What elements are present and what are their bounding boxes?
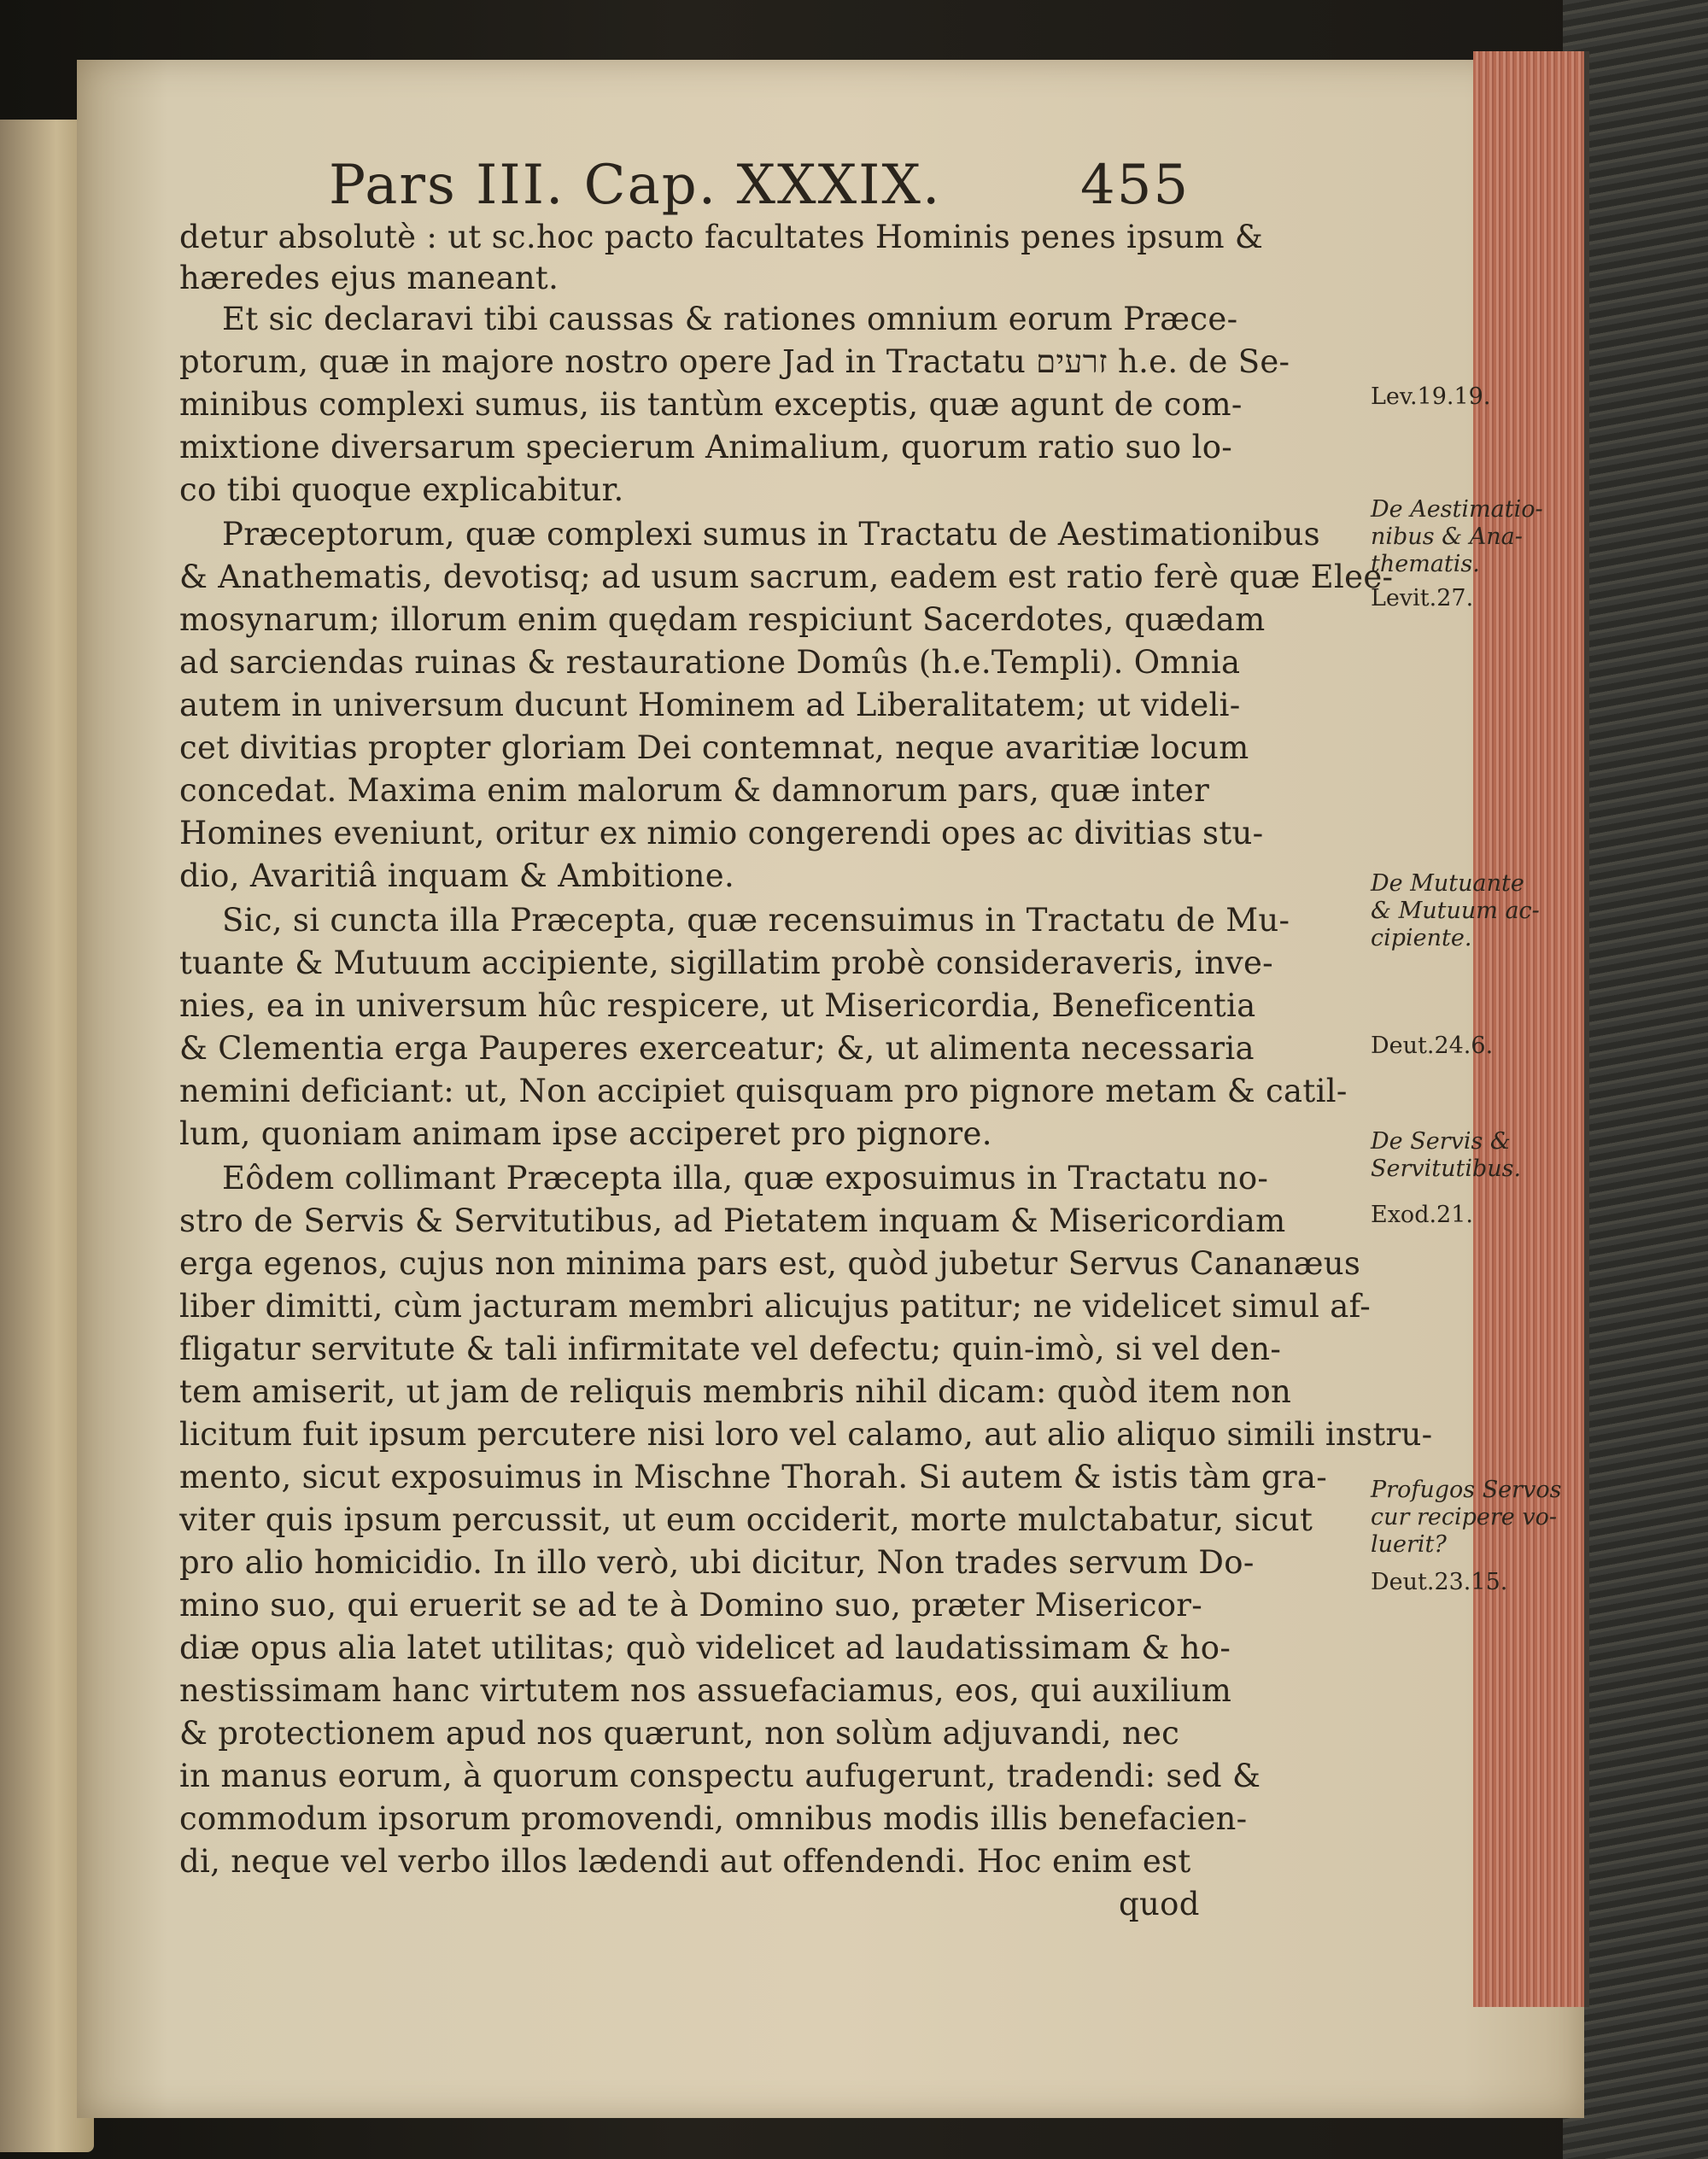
text-line: pro alio homicidio. In illo verò, ubi dicitur, Non trades servum Do- xyxy=(179,1544,1255,1581)
text-line: cet divitias propter gloriam Dei contemnat, neque avaritiæ locum xyxy=(179,729,1249,766)
text-line: licitum fuit ipsum percutere nisi loro vel calamo, aut alio aliquo simili instru- xyxy=(179,1416,1433,1453)
margin-note: Servitutibus. xyxy=(1371,1156,1522,1182)
text-line: tuante & Mutuum accipiente, sigillatim probè consideraveris, inve- xyxy=(179,945,1273,981)
margin-note: De Mutuante xyxy=(1371,870,1524,897)
text-line: erga egenos, cujus non minima pars est, quòd jubetur Servus Cananæus xyxy=(179,1245,1361,1282)
text-line: Eôdem collimant Præcepta illa, quæ exposuimus in Tractatu no- xyxy=(222,1160,1269,1197)
margin-note: & Mutuum ac- xyxy=(1371,898,1540,924)
margin-note: De Servis & xyxy=(1371,1128,1511,1155)
text-line: nemini deficiant: ut, Non accipiet quisquam pro pignore metam & catil- xyxy=(179,1073,1348,1109)
text-line: Sic, si cuncta illa Præcepta, quæ recensuimus in Tractatu de Mu- xyxy=(222,902,1290,939)
margin-note: Lev.19.19. xyxy=(1371,383,1491,410)
catchword: quod xyxy=(1119,1886,1200,1922)
text-line: & Clementia erga Pauperes exerceatur; &, ut alimenta necessaria xyxy=(179,1030,1255,1067)
margin-note: cipiente. xyxy=(1371,925,1472,951)
text-line: Et sic declaravi tibi caussas & rationes omnium eorum Præce- xyxy=(222,301,1238,337)
text-line: di, neque vel verbo illos lædendi aut offendendi. Hoc enim est xyxy=(179,1843,1191,1880)
text-line: & protectionem apud nos quærunt, non solùm adjuvandi, nec xyxy=(179,1715,1180,1752)
text-line: co tibi quoque explicabitur. xyxy=(179,471,624,508)
text-line: lum, quoniam animam ipse acciperet pro pignore. xyxy=(179,1115,992,1152)
page-number: 455 xyxy=(1080,154,1190,217)
margin-note: De Aestimatio- xyxy=(1371,496,1543,523)
text-line: hæredes ejus maneant. xyxy=(179,260,559,296)
text-line: mento, sicut exposuimus in Mischne Thorah. Si autem & istis tàm gra- xyxy=(179,1459,1328,1495)
margin-note: Deut.24.6. xyxy=(1371,1033,1494,1059)
text-line: ptorum, quæ in majore nostro opere Jad in Tractatu זרעים h.e. de Se- xyxy=(179,343,1290,380)
text-line: commodum ipsorum promovendi, omnibus modis illis benefacien- xyxy=(179,1800,1248,1837)
text-line: & Anathematis, devotisq; ad usum sacrum, eadem est ratio ferè quæ Elee- xyxy=(179,559,1394,595)
text-line: nies, ea in universum hûc respicere, ut Misericordia, Beneficentia xyxy=(179,987,1256,1024)
text-line: tem amiserit, ut jam de reliquis membris nihil dicam: quòd item non xyxy=(179,1373,1292,1410)
text-line: viter quis ipsum percussit, ut eum occiderit, morte mulctabatur, sicut xyxy=(179,1501,1313,1538)
text-line: Homines eveniunt, oritur ex nimio congerendi opes ac divitias stu- xyxy=(179,815,1264,851)
text-line: mosynarum; illorum enim quędam respiciunt Sacerdotes, quædam xyxy=(179,601,1266,638)
text-line: autem in universum ducunt Hominem ad Liberalitatem; ut videli- xyxy=(179,687,1241,723)
margin-note: Exod.21. xyxy=(1371,1202,1473,1228)
text-line: mixtione diversarum specierum Animalium, quorum ratio suo lo- xyxy=(179,429,1233,465)
text-line: concedat. Maxima enim malorum & damnorum pars, quæ inter xyxy=(179,772,1210,809)
text-line: mino suo, qui eruerit se ad te à Domino suo, præter Misericor- xyxy=(179,1587,1203,1624)
text-line: stro de Servis & Servitutibus, ad Pietatem inquam & Misericordiam xyxy=(179,1202,1286,1239)
text-line: dio, Avaritiâ inquam & Ambitione. xyxy=(179,857,735,894)
margin-note: nibus & Ana- xyxy=(1371,524,1523,550)
text-line: Præceptorum, quæ complexi sumus in Tractatu de Aestimationibus xyxy=(222,516,1320,553)
running-header xyxy=(329,154,1190,222)
margin-note: Levit.27. xyxy=(1371,585,1474,611)
text-line: in manus eorum, à quorum conspectu aufugerunt, tradendi: sed & xyxy=(179,1758,1261,1794)
margin-note: Profugos Servos xyxy=(1371,1477,1562,1503)
running-head: Pars III. Cap. XXXIX. xyxy=(329,154,942,217)
text-line: detur absolutè : ut sc.hoc pacto facultates Hominis penes ipsum & xyxy=(179,219,1264,255)
text-line: nestissimam hanc virtutem nos assuefaciamus, eos, qui auxilium xyxy=(179,1672,1232,1709)
text-line: liber dimitti, cùm jacturam membri alicujus patitur; ne videlicet simul af- xyxy=(179,1288,1372,1325)
margin-note: thematis. xyxy=(1371,551,1480,577)
text-line: diæ opus alia latet utilitas; quò videlicet ad laudatissimam & ho- xyxy=(179,1629,1231,1666)
margin-note: cur recipere vo- xyxy=(1371,1504,1558,1530)
text-line: minibus complexi sumus, iis tantùm exceptis, quæ agunt de com- xyxy=(179,386,1243,423)
page-edges xyxy=(1473,51,1589,2007)
margin-note: Deut.23.15. xyxy=(1371,1569,1508,1595)
text-line: ad sarciendas ruinas & restauratione Domûs (h.e.Templi). Omnia xyxy=(179,644,1241,681)
margin-note: luerit? xyxy=(1371,1531,1447,1558)
text-line: fligatur servitute & tali infirmitate vel defectu; quin-imò, si vel den- xyxy=(179,1331,1282,1367)
